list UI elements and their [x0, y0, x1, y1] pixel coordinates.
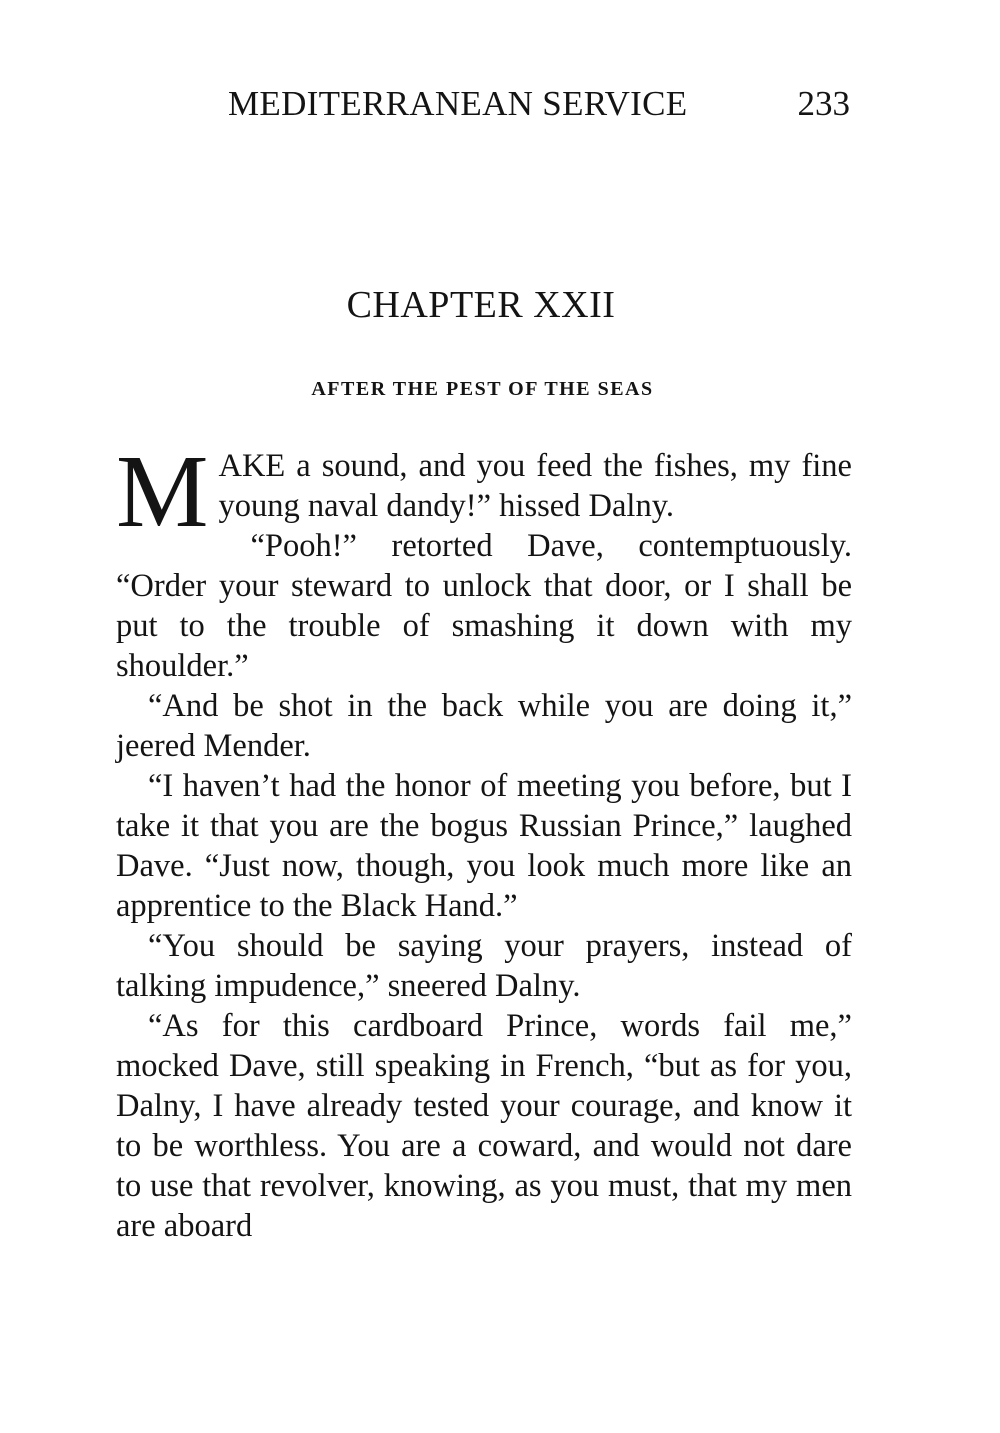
paragraph-5: “You should be saying your prayers, instead of talking impudence,” sneered Dalny.: [116, 928, 852, 1004]
paragraph-1: [116, 434, 852, 549]
paragraph-4: “I haven’t had the honor of meeting you before, but I take it that you are the bogus Russian Prince,” laughed Dave. “Just now, though, you look much more like an apprentice to the Black Hand.”: [116, 768, 852, 924]
running-header: [228, 84, 850, 128]
body-text: [116, 434, 852, 1246]
chapter-title: CHAPTER XXII: [346, 284, 616, 326]
paragraph-1-text: AKE a sound, and you feed the fishes, my fine young naval dandy!” hissed Dalny.: [218, 448, 852, 524]
running-title: MEDITERRANEAN SERVICE: [228, 84, 688, 123]
paragraph-2: “Pooh!” retorted Dave, contemptuously. “Order your steward to unlock that door, or I shall be put to the trouble of smashing it down with my shoulder.”: [116, 528, 852, 684]
paragraph-6: “As for this cardboard Prince, words fail me,” mocked Dave, still speaking in French, “but as for you, Dalny, I have already tested your courage, and know it to be worthless. You are a coward, and would not dare to use that revolver, knowing, as you must, that my men are aboard: [116, 1008, 852, 1244]
paragraph-3: “And be shot in the back while you are doing it,” jeered Mender.: [116, 688, 852, 764]
page-number: 233: [797, 84, 850, 123]
chapter-subtitle: AFTER THE PEST OF THE SEAS: [311, 378, 654, 400]
drop-cap: M: [116, 434, 209, 549]
